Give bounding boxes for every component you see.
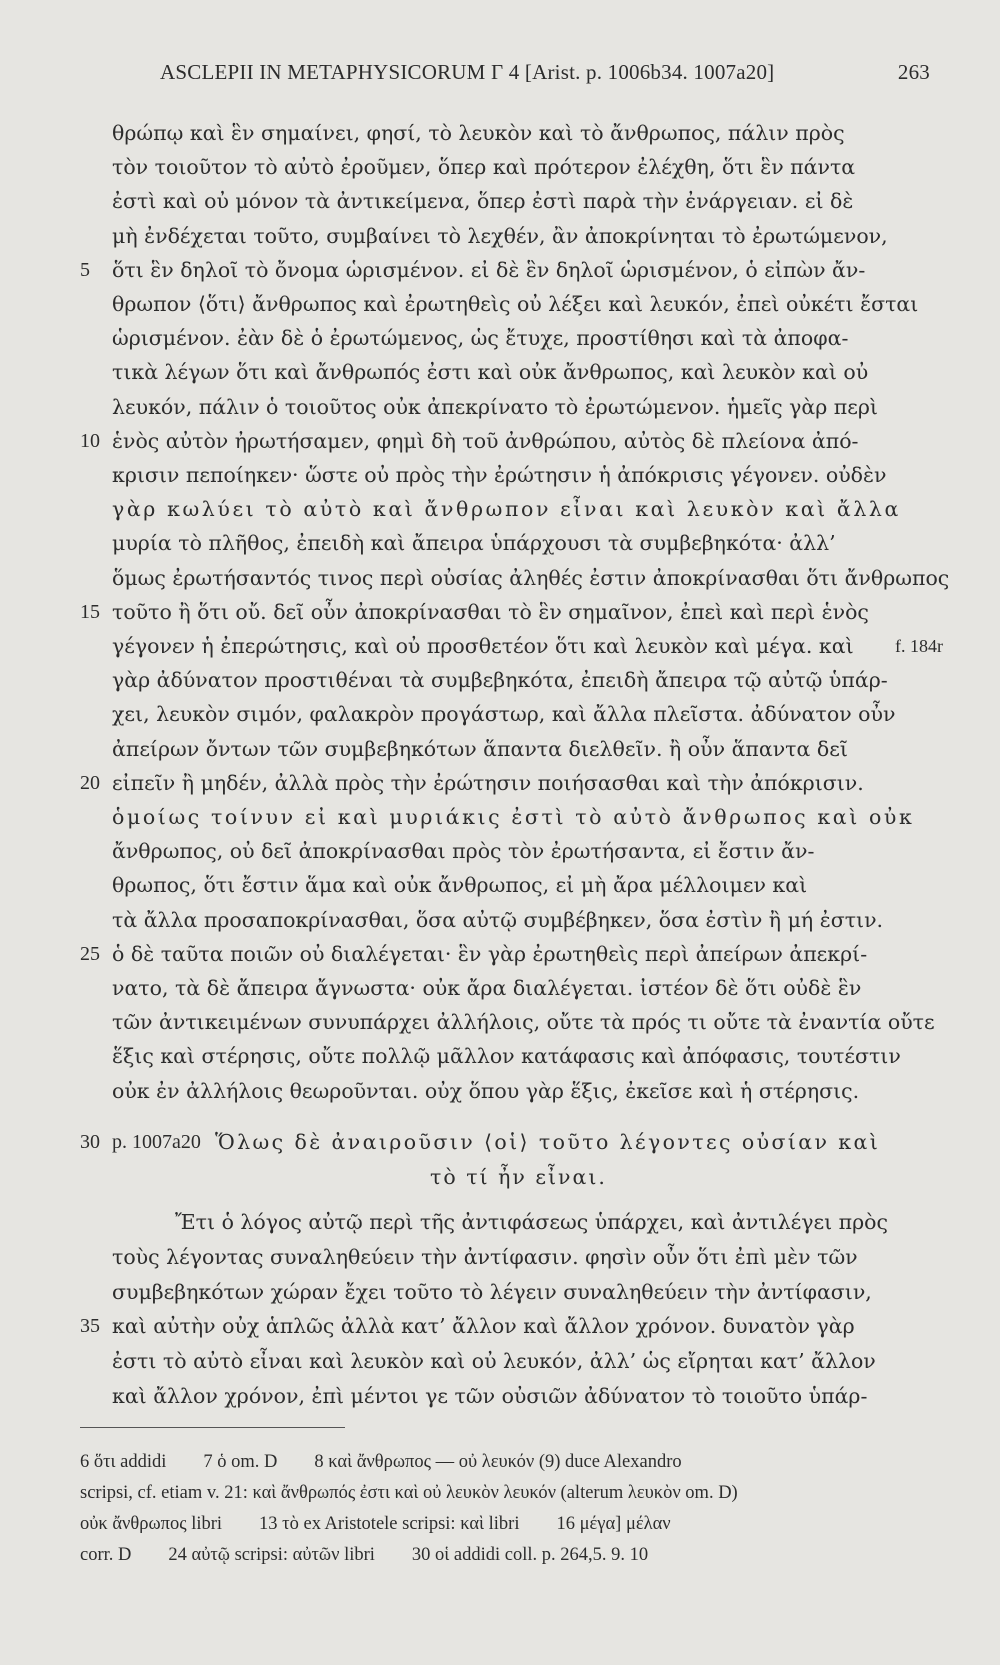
- line-text: εἰπεῖν ἢ μηδέν, ἀλλὰ πρὸς τὴν ἐρώτησιν ποιήσασθαι καὶ τὴν ἀπόκρισιν.: [112, 770, 864, 795]
- text-line: [0, 766, 1000, 800]
- text-line: [0, 1379, 1000, 1413]
- line-text: μυρία τὸ πλῆθος, ἐπειδὴ καὶ ἄπειρα ὑπάρχουσι τὰ συμβεβηκότα· ἀλλ’: [112, 531, 836, 556]
- line-text: καὶ αὐτὴν οὐχ ἁπλῶς ἀλλὰ κατ’ ἄλλον καὶ ἄλλον χρόνον. δυνατὸν γὰρ: [112, 1314, 855, 1339]
- lemma-text: τὸ τί ἦν εἶναι.: [430, 1165, 607, 1189]
- line-text: Ἔτι ὁ λόγος αὐτῷ περὶ τῆς ἀντιφάσεως ὑπάρχει, καὶ ἀντιλέγει πρὸς: [175, 1210, 888, 1234]
- text-line: [0, 150, 1000, 184]
- footnote-line: corr. D 24 αὐτῷ scripsi: αὐτῶν libri 30 οἱ addidi coll. p. 264,5. 9. 10: [80, 1545, 649, 1565]
- line-text: γὰρ ἀδύνατον προστιθέναι τὰ συμβεβηκότα, ἐπειδὴ ἄπειρα τῷ αὐτῷ ὑπάρ-: [112, 668, 888, 693]
- text-line: [0, 219, 1000, 253]
- text-line: [0, 1039, 1000, 1073]
- line-text: τοὺς λέγοντας συναληθεύειν τὴν ἀντίφασιν. φησὶν οὖν ὅτι ἐπὶ μὲν τῶν: [112, 1244, 858, 1269]
- line-number: 15: [80, 600, 100, 623]
- footnote-line: scripsi, cf. etiam v. 21: καὶ ἄνθρωπός ἐστι καὶ οὐ λευκὸν λευκόν (alterum λευκὸν om. D): [80, 1483, 738, 1503]
- lemma-text: Ὅλως δὲ ἀναιροῦσιν ⟨οἱ⟩ τοῦτο λέγοντες οὐσίαν καὶ: [215, 1130, 881, 1154]
- line-text: μὴ ἐνδέχεται τοῦτο, συμβαίνει τὸ λεχθέν, ἂν ἀποκρίνηται τὸ ἐρωτώμενον,: [112, 223, 888, 248]
- text-line: [0, 800, 1000, 834]
- line-text: θρωπος, ὅτι ἔστιν ἅμα καὶ οὐκ ἄνθρωπος, εἰ μὴ ἄρα μέλλοιμεν καὶ: [112, 873, 808, 898]
- footnote-line: οὐκ ἄνθρωπος libri 13 τὸ ex Aristotele scripsi: καὶ libri 16 μέγα] μέλαν: [80, 1514, 671, 1534]
- text-line: [0, 971, 1000, 1005]
- text-line: [0, 116, 1000, 150]
- page-number: 263: [897, 60, 930, 84]
- line-text: οὐκ ἐν ἀλλήλοις θεωροῦνται. οὐχ ὅπου γὰρ ἕξις, ἐκεῖσε καὶ ἡ στέρησις.: [112, 1078, 860, 1103]
- line-text: ὅτι ἓν δηλοῖ τὸ ὄνομα ὡρισμένον. εἰ δὲ ἓν δηλοῖ ὡρισμένον, ὁ εἰπὼν ἄν-: [112, 257, 866, 282]
- line-text: ἄνθρωπος, οὐ δεῖ ἀποκρίνασθαι πρὸς τὸν ἐρωτήσαντα, εἰ ἔστιν ἄν-: [112, 839, 815, 864]
- text-line: [0, 321, 1000, 355]
- line-text: τῶν ἀντικειμένων συνυπάρχει ἀλλήλοις, οὔτε τὰ πρός τι οὔτε τὰ ἐναντία οὔτε: [112, 1010, 935, 1035]
- text-line: [0, 1309, 1000, 1343]
- text-line: [0, 253, 1000, 287]
- text-line: [0, 492, 1000, 526]
- line-text: θρώπῳ καὶ ἓν σημαίνει, φησί, τὸ λευκὸν καὶ τὸ ἄνθρωπος, πάλιν πρὸς: [112, 121, 845, 145]
- lemma-line: [0, 1125, 1000, 1159]
- lemma-reference: p. 1007a20: [112, 1131, 201, 1153]
- line-text: κρισιν πεποίηκεν· ὥστε οὐ πρὸς τὴν ἐρώτησιν ἡ ἀπόκρισις γέγονεν. οὐδὲν: [112, 463, 887, 487]
- line-text: τὰ ἄλλα προσαποκρίνασθαι, ὅσα αὐτῷ συμβέβηκεν, ὅσα ἐστὶν ἢ μή ἐστιν.: [112, 907, 884, 932]
- text-line: [0, 184, 1000, 218]
- folio-marginal-note: f. 184r: [895, 636, 943, 656]
- line-text: γέγονεν ἡ ἐπερώτησις, καὶ οὐ προσθετέον ὅτι καὶ λευκὸν καὶ μέγα. καὶ: [112, 634, 854, 658]
- text-line: [0, 424, 1000, 458]
- text-line: [0, 458, 1000, 492]
- line-number: 10: [80, 429, 100, 452]
- text-line: [0, 697, 1000, 731]
- line-number: 5: [80, 258, 90, 281]
- text-line: [0, 903, 1000, 937]
- line-text: τοῦτο ἢ ὅτι οὔ. δεῖ οὖν ἀποκρίνασθαι τὸ ἓν σημαῖνον, ἐπεὶ καὶ περὶ ἑνὸς: [112, 599, 869, 624]
- text-line: [0, 629, 1000, 663]
- text-line: [0, 561, 1000, 595]
- line-text: γὰρ κωλύει τὸ αὐτὸ καὶ ἄνθρωπον εἶναι καὶ λευκὸν καὶ ἄλλα: [112, 497, 901, 522]
- text-line: [0, 1240, 1000, 1274]
- line-text: συμβεβηκότων χώραν ἔχει τοῦτο τὸ λέγειν συναληθεύειν τὴν ἀντίφασιν,: [112, 1279, 872, 1304]
- line-number: 35: [80, 1315, 100, 1338]
- line-number: 20: [80, 771, 100, 794]
- text-line: [0, 1074, 1000, 1108]
- line-text: λευκόν, πάλιν ὁ τοιοῦτος οὐκ ἀπεκρίνατο τὸ ἐρωτώμενον. ἡμεῖς γὰρ περὶ: [112, 394, 878, 419]
- line-text: ὁμοίως τοίνυν εἰ καὶ μυριάκις ἐστὶ τὸ αὐτὸ ἄνθρωπος καὶ οὐκ: [112, 805, 915, 829]
- line-text: ἑνὸς αὐτὸν ἠρωτήσαμεν, φημὶ δὴ τοῦ ἀνθρώπου, αὐτὸς δὲ πλείονα ἀπό-: [112, 428, 859, 453]
- line-text: ἀπείρων ὄντων τῶν συμβεβηκότων ἅπαντα διελθεῖν. ἢ οὖν ἅπαντα δεῖ: [112, 736, 848, 761]
- text-line: [0, 355, 1000, 389]
- text-line: [0, 1005, 1000, 1039]
- line-text: τικὰ λέγων ὅτι καὶ ἄνθρωπός ἐστι καὶ οὐκ ἄνθρωπος, καὶ λευκὸν καὶ οὐ: [112, 360, 869, 385]
- text-line: [0, 937, 1000, 971]
- lemma-line: [0, 1160, 1000, 1194]
- line-text: τὸν τοιοῦτον τὸ αὐτὸ ἐροῦμεν, ὅπερ καὶ πρότερον ἐλέχθη, ὅτι ἓν πάντα: [112, 155, 856, 180]
- line-number: 30: [80, 1131, 100, 1153]
- text-line: [0, 868, 1000, 902]
- text-line: [0, 1205, 1000, 1239]
- footnote-rule: [80, 1427, 345, 1428]
- line-text: ἐστι τὸ αὐτὸ εἶναι καὶ λευκὸν καὶ οὐ λευκόν, ἀλλ’ ὡς εἴρηται κατ’ ἄλλον: [112, 1349, 876, 1374]
- line-text: ἕξις καὶ στέρησις, οὔτε πολλῷ μᾶλλον κατάφασις καὶ ἀπόφασις, τουτέστιν: [112, 1044, 901, 1069]
- text-line: [0, 390, 1000, 424]
- text-line: [0, 834, 1000, 868]
- line-text: ὅμως ἐρωτήσαντός τινος περὶ οὐσίας ἀληθές ἐστιν ἀποκρίνασθαι ὅτι ἄνθρωπος: [112, 565, 950, 590]
- text-line: [0, 287, 1000, 321]
- text-line: [0, 663, 1000, 697]
- footnote-line: 6 ὅτι addidi 7 ὁ om. D 8 καὶ ἄνθρωπος — οὐ λευκόν (9) duce Alexandro: [80, 1452, 682, 1472]
- running-title: ASCLEPII IN METAPHYSICORUM Γ 4 [Arist. p. 1006b34. 1007a20]: [160, 60, 775, 84]
- line-number: 25: [80, 942, 100, 965]
- line-text: ἐστὶ καὶ οὐ μόνον τὰ ἀντικείμενα, ὅπερ ἐστὶ παρὰ τὴν ἐνάργειαν. εἰ δὲ: [112, 189, 854, 214]
- text-line: [0, 526, 1000, 560]
- line-text: καὶ ἄλλον χρόνον, ἐπὶ μέντοι γε τῶν οὐσιῶν ἀδύνατον τὸ τοιοῦτο ὑπάρ-: [112, 1384, 868, 1408]
- text-line: [0, 1275, 1000, 1309]
- text-line: [0, 1344, 1000, 1378]
- running-header: [160, 60, 930, 90]
- line-text: νατο, τὰ δὲ ἄπειρα ἄγνωστα· οὐκ ἄρα διαλέγεται. ἰστέον δὲ ὅτι οὐδὲ ἓν: [112, 976, 862, 1000]
- text-line: [0, 732, 1000, 766]
- line-text: χει, λευκὸν σιμόν, φαλακρὸν προγάστωρ, καὶ ἄλλα πλεῖστα. ἀδύνατον οὖν: [112, 702, 896, 727]
- line-text: ὡρισμένον. ἐὰν δὲ ὁ ἐρωτώμενος, ὡς ἔτυχε, προστίθησι καὶ τὰ ἀποφα-: [112, 326, 849, 351]
- line-text: ὁ δὲ ταῦτα ποιῶν οὐ διαλέγεται· ἓν γὰρ ἐρωτηθεὶς περὶ ἀπείρων ἀπεκρί-: [112, 941, 868, 966]
- line-text: θρωπον ⟨ὅτι⟩ ἄνθρωπος καὶ ἐρωτηθεὶς οὐ λέξει καὶ λευκόν, ἐπεὶ οὐκέτι ἔσται: [112, 292, 919, 316]
- text-line: [0, 595, 1000, 629]
